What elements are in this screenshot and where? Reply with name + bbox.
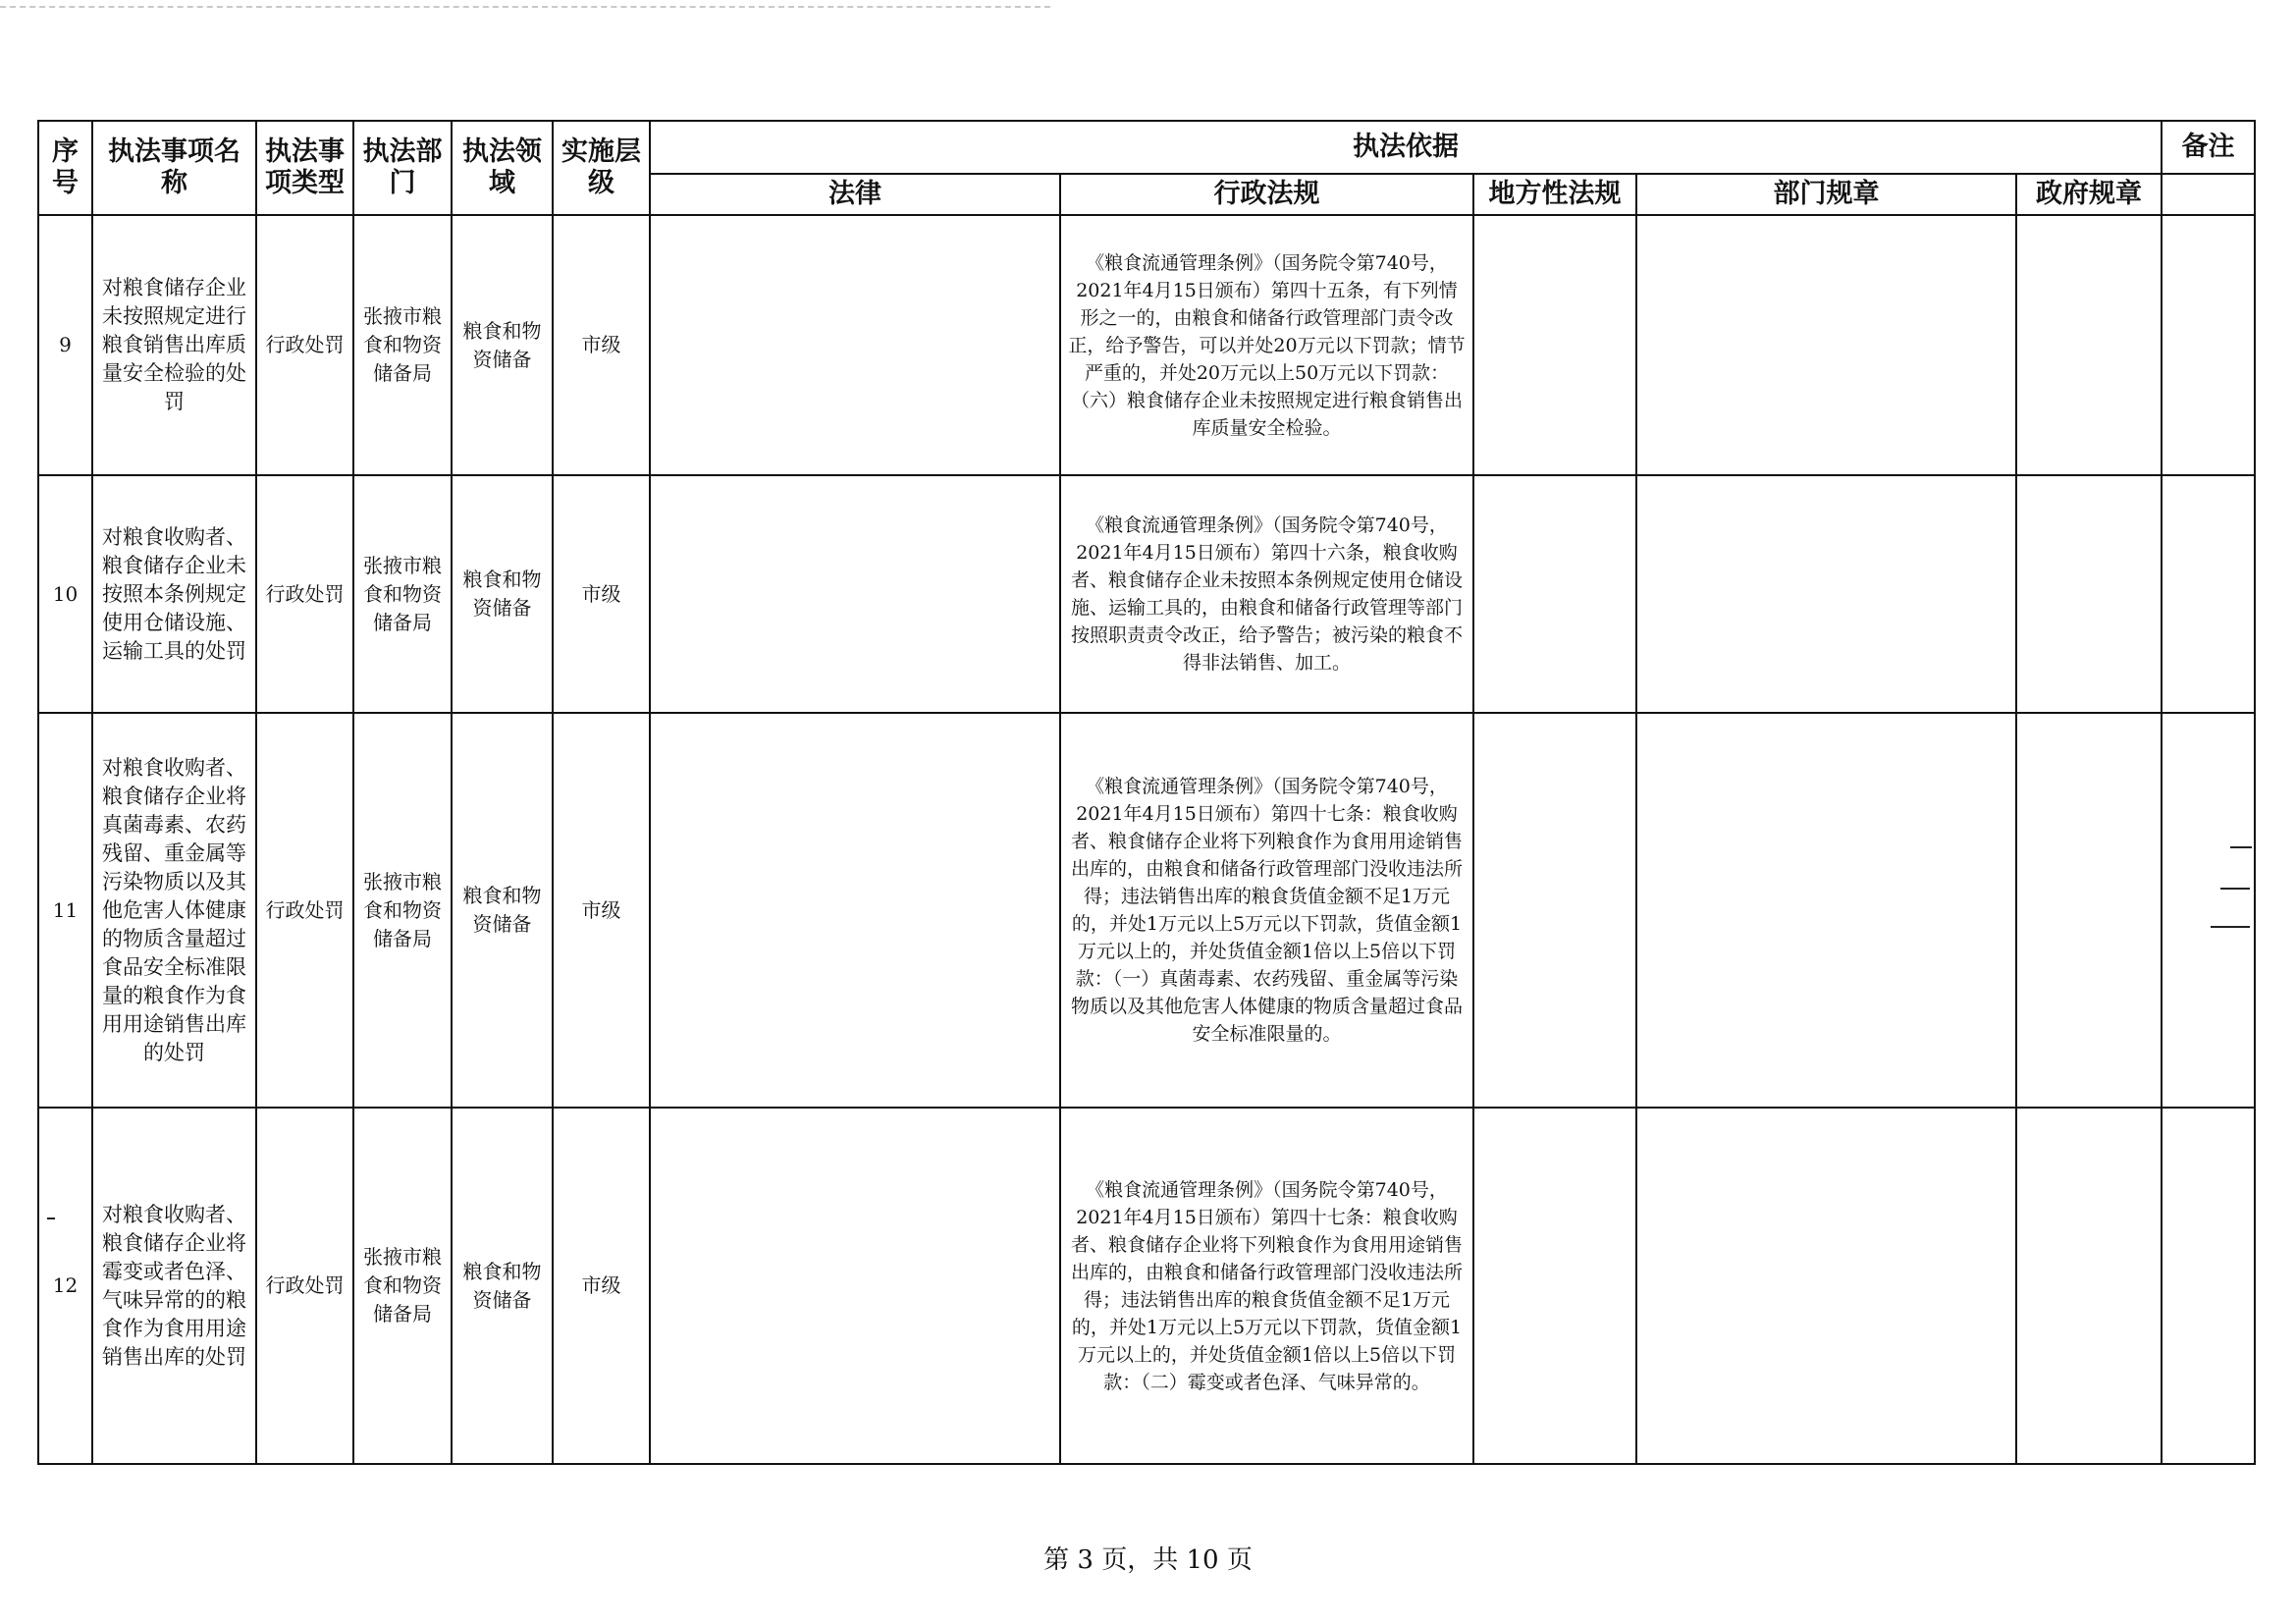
row-remarks [2162,713,2255,1108]
header-dept-rule: 部门规章 [1636,174,2016,215]
row-item-type: 行政处罚 [256,1108,353,1464]
row-remarks [2162,475,2255,713]
row-department: 张掖市粮食和物资储备局 [353,713,452,1108]
row-gov-rule [2016,215,2162,475]
header-remarks: 备注 [2162,121,2255,174]
row-local-reg [1473,215,1636,475]
row-seq: 12 [38,1108,92,1464]
row-remarks [2162,1108,2255,1464]
header-item-type: 执法事项类型 [256,121,353,215]
header-remarks-sub [2162,174,2255,215]
enforcement-table [37,120,2256,1465]
row-remarks [2162,215,2255,475]
row-local-reg [1473,713,1636,1108]
row-field: 粮食和物资储备 [452,215,553,475]
row-item-type: 行政处罚 [256,475,353,713]
row-field: 粮食和物资储备 [452,1108,553,1464]
row-department: 张掖市粮食和物资储备局 [353,475,452,713]
scan-top-edge [0,6,1050,8]
row-dept-rule [1636,215,2016,475]
scan-mark [47,1218,55,1219]
row-law [650,1108,1060,1464]
row-gov-rule [2016,475,2162,713]
row-field: 粮食和物资储备 [452,713,553,1108]
table-row [38,713,2255,1108]
row-seq: 9 [38,215,92,475]
row-field: 粮食和物资储备 [452,475,553,713]
row-law [650,713,1060,1108]
row-dept-rule [1636,1108,2016,1464]
header-gov-rule: 政府规章 [2016,174,2162,215]
row-item-name: 对粮食储存企业未按照规定进行粮食销售出库质量安全检验的处罚 [92,215,256,475]
row-local-reg [1473,1108,1636,1464]
row-dept-rule [1636,475,2016,713]
row-dept-rule [1636,713,2016,1108]
row-seq: 10 [38,475,92,713]
row-seq: 11 [38,713,92,1108]
header-item-name: 执法事项名称 [92,121,256,215]
row-level: 市级 [553,1108,650,1464]
row-item-name: 对粮食收购者、粮食储存企业未按照本条例规定使用仓储设施、运输工具的处罚 [92,475,256,713]
row-gov-rule [2016,1108,2162,1464]
header-seq: 序号 [38,121,92,215]
header-field: 执法领域 [452,121,553,215]
header-admin-reg: 行政法规 [1060,174,1473,215]
row-admin-reg: 《粮食流通管理条例》（国务院令第740号，2021年4月15日颁布）第四十六条，粮食收购者、粮食储存企业未按照本条例规定使用仓储设施、运输工具的，由粮食和储备行政管理等部门按照职责责令改正，给予警告；被污染的粮食不得非法销售、加工。 [1060,475,1473,713]
table-row [38,475,2255,713]
header-row-1 [38,121,2255,174]
row-law [650,475,1060,713]
row-item-name: 对粮食收购者、粮食储存企业将霉变或者色泽、气味异常的的粮食作为食用用途销售出库的处罚 [92,1108,256,1464]
row-gov-rule [2016,713,2162,1108]
row-admin-reg: 《粮食流通管理条例》（国务院令第740号，2021年4月15日颁布）第四十七条：粮食收购者、粮食储存企业将下列粮食作为食用用途销售出库的，由粮食和储备行政管理部门没收违法所得；违法销售出库的粮食货值金额不足1万元的，并处1万元以上5万元以下罚款，货值金额1万元以上的，并处货值金额1倍以上5倍以下罚款：（一）真菌毒素、农药残留、重金属等污染物质以及其他危害人体健康的物质含量超过食品安全标准限量的。 [1060,713,1473,1108]
row-level: 市级 [553,475,650,713]
page-number: 第 3 页，共 10 页 [1043,1545,1253,1575]
header-basis: 执法依据 [650,121,2162,174]
scan-mark [2220,888,2250,890]
header-department: 执法部门 [353,121,452,215]
row-item-type: 行政处罚 [256,713,353,1108]
row-department: 张掖市粮食和物资储备局 [353,1108,452,1464]
table-row [38,1108,2255,1464]
header-level: 实施层级 [553,121,650,215]
table-row [38,215,2255,475]
row-level: 市级 [553,215,650,475]
row-law [650,215,1060,475]
header-law: 法律 [650,174,1060,215]
row-level: 市级 [553,713,650,1108]
row-item-name: 对粮食收购者、粮食储存企业将真菌毒素、农药残留、重金属等污染物质以及其他危害人体健康的物质含量超过食品安全标准限量的粮食作为食用用途销售出库的处罚 [92,713,256,1108]
scan-mark [2211,926,2250,928]
row-admin-reg: 《粮食流通管理条例》（国务院令第740号，2021年4月15日颁布）第四十七条：粮食收购者、粮食储存企业将下列粮食作为食用用途销售出库的，由粮食和储备行政管理部门没收违法所得；违法销售出库的粮食货值金额不足1万元的，并处1万元以上5万元以下罚款，货值金额1万元以上的，并处货值金额1倍以上5倍以下罚款：（二）霉变或者色泽、气味异常的。 [1060,1108,1473,1464]
row-department: 张掖市粮食和物资储备局 [353,215,452,475]
scan-mark [2230,846,2252,848]
header-local-reg: 地方性法规 [1473,174,1636,215]
row-admin-reg: 《粮食流通管理条例》（国务院令第740号，2021年4月15日颁布）第四十五条，有下列情形之一的，由粮食和储备行政管理部门责令改正，给予警告，可以并处20万元以下罚款；情节严重的，并处20万元以上50万元以下罚款：（六）粮食储存企业未按照规定进行粮食销售出库质量安全检验。 [1060,215,1473,475]
row-item-type: 行政处罚 [256,215,353,475]
row-local-reg [1473,475,1636,713]
